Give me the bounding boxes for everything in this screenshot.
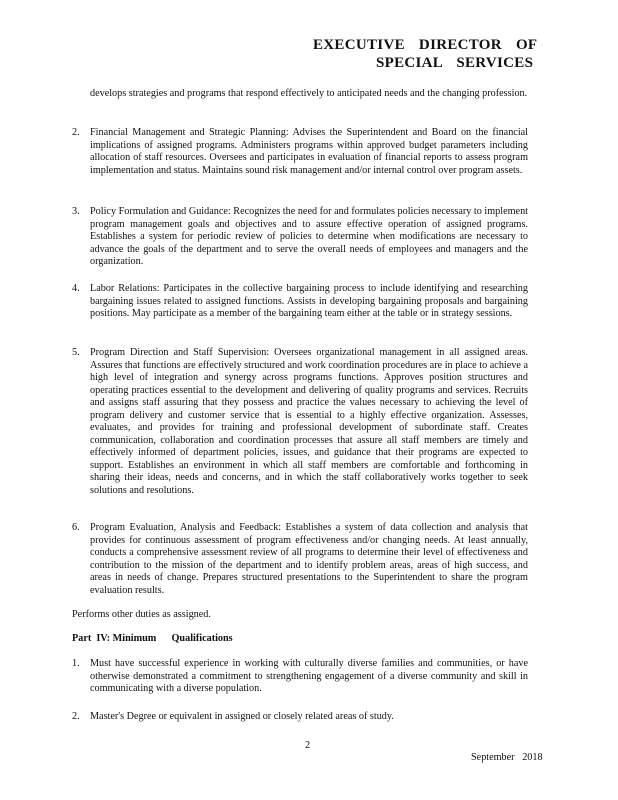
page-number: 2 [305, 740, 311, 751]
item-text: Labor Relations: Participates in the collective bargaining process to include identifying and researching bargaining issues related to assigned functions. Assists in developing bargaining proposals and bargaining positions. May participate as a member of the bargaining team either at the table or in strategy sessions. [90, 283, 528, 319]
item-text: Program Direction and Staff Supervision: Oversees organizational management in all assigned areas. Assures that functions are effectively structured and work coordination procedures are in place to achieve a high level of integration and synergy across programs functions. Approves position structures and operating practices essential to the development and delivering of quality programs and services. Recruits and assigns staff assuring that they possess and practice the values necessary to achieving the level of program delivery and customer service that is essential to a highly effective organization. Assesses, evaluates, and provides for training and professional development of subordinate staff. Creates communication, collaboration and coordination processes that assure all staff members are timely and effectively informed of department policies, issues, and guidance that their programs are expected to support. Establishes an environment in which all staff members are comfortable and forthcoming in sharing their ideas, needs and concerns, and in which the staff collaboratively works together to seek solutions and resolutions. [90, 347, 528, 496]
document-title-line-1: EXECUTIVE DIRECTOR OF [313, 37, 538, 53]
item-number: 3. [72, 206, 80, 217]
item-number: 6. [72, 522, 80, 533]
intro-continuation: develops strategies and programs that respond effectively to anticipated needs and the changing profession. [90, 88, 528, 99]
item-text: Policy Formulation and Guidance: Recognizes the need for and formulates policies necessary to implement program management goals and objectives and to assure effective operation of assigned programs. Establishes a system for periodic review of policies to determine when modifications are necessary to advance the goals of the department and to serve the overall needs of employees and managers and the organization. [90, 206, 528, 267]
qualification-number: 2. [72, 711, 80, 722]
item-text: Program Evaluation, Analysis and Feedback: Establishes a system of data collection and analysis that provides for continuous assessment of program effectiveness and/or changing needs. At least annually, conducts a comprehensive assessment review of all programs to determine their level of effectiveness and contribution to the mission of the department and to identify problem areas, areas of high success, and areas in needs of change. Prepares structured presentations to the Superintendent to share the program evaluation results. [90, 522, 528, 596]
item-text: Financial Management and Strategic Planning: Advises the Superintendent and Board on the financial implications of assigned programs. Administers programs within approved budget parameters including allocation of staff resources. Oversees and participates in evaluation of financial reports to assess program implementation and status. Maintains sound risk management and/or internal control over program assets. [90, 127, 528, 176]
item-number: 4. [72, 283, 80, 294]
qualification-text: Must have successful experience in working with culturally diverse families and communities, or have otherwise demonstrated a commitment to strengthening engagement of a diverse community and skill in communicating with a diverse population. [90, 658, 528, 694]
item-number: 5. [72, 347, 80, 358]
item-number: 2. [72, 127, 80, 138]
document-title-line-2: SPECIAL SERVICES [376, 55, 534, 71]
qualification-number: 1. [72, 658, 80, 669]
footer-date: September 2018 [471, 752, 543, 763]
qualification-text: Master's Degree or equivalent in assigned or closely related areas of study. [90, 711, 394, 722]
other-duties: Performs other duties as assigned. [72, 609, 211, 620]
section-heading: Part IV: Minimum Qualifications [72, 633, 233, 644]
